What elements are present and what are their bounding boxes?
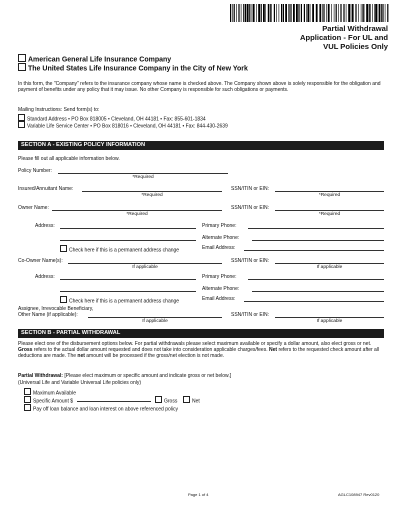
owner-name-field[interactable] <box>52 210 222 211</box>
insured-name-field[interactable] <box>82 191 222 192</box>
co-owner-alternate-phone-field[interactable] <box>252 291 384 292</box>
section-b-text-2: refers to the actual dollar amount requested and does not take into consideration applicable charges/fees. <box>32 347 269 353</box>
assignee-label-line-2: Other Name (if applicable): <box>18 312 78 318</box>
ul-policies-note: (Universal Life and Variable Universal Life policies only) <box>18 380 142 386</box>
payoff-loan-option[interactable] <box>24 404 178 412</box>
gross-checkbox[interactable] <box>155 396 162 403</box>
insured-ssn-required: *Required <box>318 193 341 198</box>
mailing-heading: Mailing Instructions: Send form(s) to: <box>18 107 100 113</box>
owner-address-field-2[interactable] <box>60 240 196 241</box>
co-owner-field[interactable] <box>68 263 222 264</box>
payoff-loan-label: Pay off loan balance and loan interest on above referenced policy <box>33 406 179 413</box>
company-usl-checkbox[interactable] <box>18 63 26 71</box>
assignee-label-line-1: Assignee, Irrevocable Beneficiary, <box>18 306 94 312</box>
co-owner-permanent-change-checkbox[interactable] <box>60 296 67 303</box>
insured-ssn-label: SSN/ITIN or EIN: <box>231 186 270 192</box>
assignee-if-applicable: If applicable <box>142 319 168 324</box>
owner-address-field-1[interactable] <box>60 228 196 229</box>
title-line-3: VUL Policies Only <box>323 42 388 51</box>
company-usl-label: The United States Life Insurance Company in the City of New York <box>28 65 248 73</box>
section-b-header: SECTION B - PARTIAL WITHDRAWAL <box>18 329 384 338</box>
co-owner-if-applicable: If applicable <box>132 265 158 270</box>
co-owner-permanent-change-label: Check here if this is a permanent address change <box>69 298 180 305</box>
owner-alternate-phone-field[interactable] <box>252 240 384 241</box>
owner-primary-phone-field[interactable] <box>248 228 384 229</box>
specific-amount-field[interactable] <box>77 401 151 402</box>
gross-label: Gross <box>164 398 178 405</box>
mailing-option-variable[interactable] <box>18 121 384 129</box>
assignee-field[interactable] <box>88 317 222 318</box>
co-owner-address-label: Address: <box>35 274 55 280</box>
barcode <box>230 4 390 22</box>
partial-withdrawal-line <box>18 373 384 379</box>
company-agl-checkbox[interactable] <box>18 54 26 62</box>
section-b-text-1: Please elect one of the disbursement options below. For partial withdrawals please select maximum available or specify a dollar amount, also elect gross or net. <box>18 341 372 347</box>
maximum-available-label: Maximum Available <box>33 390 76 397</box>
owner-permanent-change-checkbox[interactable] <box>60 245 67 252</box>
co-owner-permanent-change-option[interactable] <box>60 296 179 304</box>
mailing-variable-checkbox[interactable] <box>18 121 25 128</box>
net-checkbox[interactable] <box>183 396 190 403</box>
owner-ssn-label: SSN/ITIN or EIN: <box>231 205 270 211</box>
co-owner-email-label: Email Address: <box>202 296 236 302</box>
co-owner-ssn-if-applicable: If applicable <box>316 265 343 270</box>
title-line-1: Partial Withdrawal <box>322 24 388 33</box>
form-code: AGLC108947 Rev0120 <box>338 492 380 497</box>
net-label: Net <box>192 398 200 405</box>
owner-permanent-change-label: Check here if this is a permanent address change <box>69 247 180 254</box>
owner-permanent-change-option[interactable] <box>60 245 179 253</box>
net-option[interactable] <box>183 396 200 404</box>
page-number: Page 1 of 4 <box>188 492 209 497</box>
form-title <box>208 24 388 51</box>
title-line-2: Application - For UL and <box>299 33 388 42</box>
insured-ssn-field[interactable] <box>275 191 384 192</box>
company-agl-label: American General Life Insurance Company <box>28 56 172 64</box>
policy-number-label: Policy Number: <box>18 168 52 174</box>
co-owner-address-field-1[interactable] <box>60 279 196 280</box>
assignee-ssn-field[interactable] <box>275 317 384 318</box>
section-b-text-4: amount will be processed if the gross/net election is not made. <box>84 353 225 359</box>
owner-alternate-phone-label: Alternate Phone: <box>202 235 240 241</box>
co-owner-label: Co-Owner Name(s): <box>18 258 63 264</box>
co-owner-primary-phone-field[interactable] <box>248 279 384 280</box>
co-owner-ssn-label: SSN/ITIN or EIN: <box>231 258 270 264</box>
payoff-loan-checkbox[interactable] <box>24 404 31 411</box>
intro-paragraph: In this form, the "Company" refers to the insurance company whose name is checked above. The Company shown above is solely responsible for the obligation and payment of benefits under any policy that it may issue. No other Company is responsible for such obligations or payments. <box>18 81 381 93</box>
section-a-header: SECTION A - EXISTING POLICY INFORMATION <box>18 141 384 150</box>
net-keyword: Net <box>269 347 278 353</box>
section-b-instructions <box>18 341 384 359</box>
owner-email-label: Email Address: <box>202 245 236 251</box>
assignee-ssn-if-applicable: If applicable <box>316 319 343 324</box>
company-option-usl[interactable] <box>18 63 248 73</box>
owner-name-label: Owner Name: <box>18 205 49 211</box>
net-keyword-2: net <box>77 353 85 359</box>
co-owner-primary-phone-label: Primary Phone: <box>202 274 237 280</box>
co-owner-address-field-2[interactable] <box>60 291 196 292</box>
policy-number-required: *Required <box>132 175 154 180</box>
maximum-available-checkbox[interactable] <box>24 388 31 395</box>
owner-ssn-field[interactable] <box>275 210 384 211</box>
owner-name-required: *Required <box>126 212 148 217</box>
assignee-ssn-label: SSN/ITIN or EIN: <box>231 312 270 318</box>
gross-keyword: Gross <box>18 347 33 353</box>
owner-address-label: Address: <box>35 223 55 229</box>
mailing-standard-label: Standard Address • PO Box 818005 • Cleveland, OH 44181 • Fax: 855-601-1834 <box>27 116 206 123</box>
section-a-instruction: Please fill out all applicable information below. <box>18 156 120 162</box>
co-owner-ssn-field[interactable] <box>275 263 384 264</box>
specific-amount-label: Specific Amount $ <box>33 398 74 405</box>
owner-primary-phone-label: Primary Phone: <box>202 223 237 229</box>
specific-amount-checkbox[interactable] <box>24 396 31 403</box>
partial-withdrawal-text: [Please elect maximum or specific amount and indicate gross or net below.] <box>62 373 232 379</box>
mailing-standard-checkbox[interactable] <box>18 114 25 121</box>
policy-number-field[interactable] <box>58 173 228 174</box>
section-b-text-3: refers to the requested check amount after all deductions are made. The <box>18 347 380 359</box>
insured-name-label: Insured/Annuitant Name: <box>18 186 74 192</box>
owner-email-field[interactable] <box>244 250 384 251</box>
mailing-variable-label: Variable Life Service Center • PO Box 818016 • Cleveland, OH 44181 • Fax: 844-430-2639 <box>27 123 228 130</box>
co-owner-email-field[interactable] <box>244 301 384 302</box>
owner-ssn-required: *Required <box>318 212 341 217</box>
co-owner-alternate-phone-label: Alternate Phone: <box>202 286 240 292</box>
insured-name-required: *Required <box>141 193 163 198</box>
partial-withdrawal-label: Partial Withdrawal: <box>18 373 63 379</box>
